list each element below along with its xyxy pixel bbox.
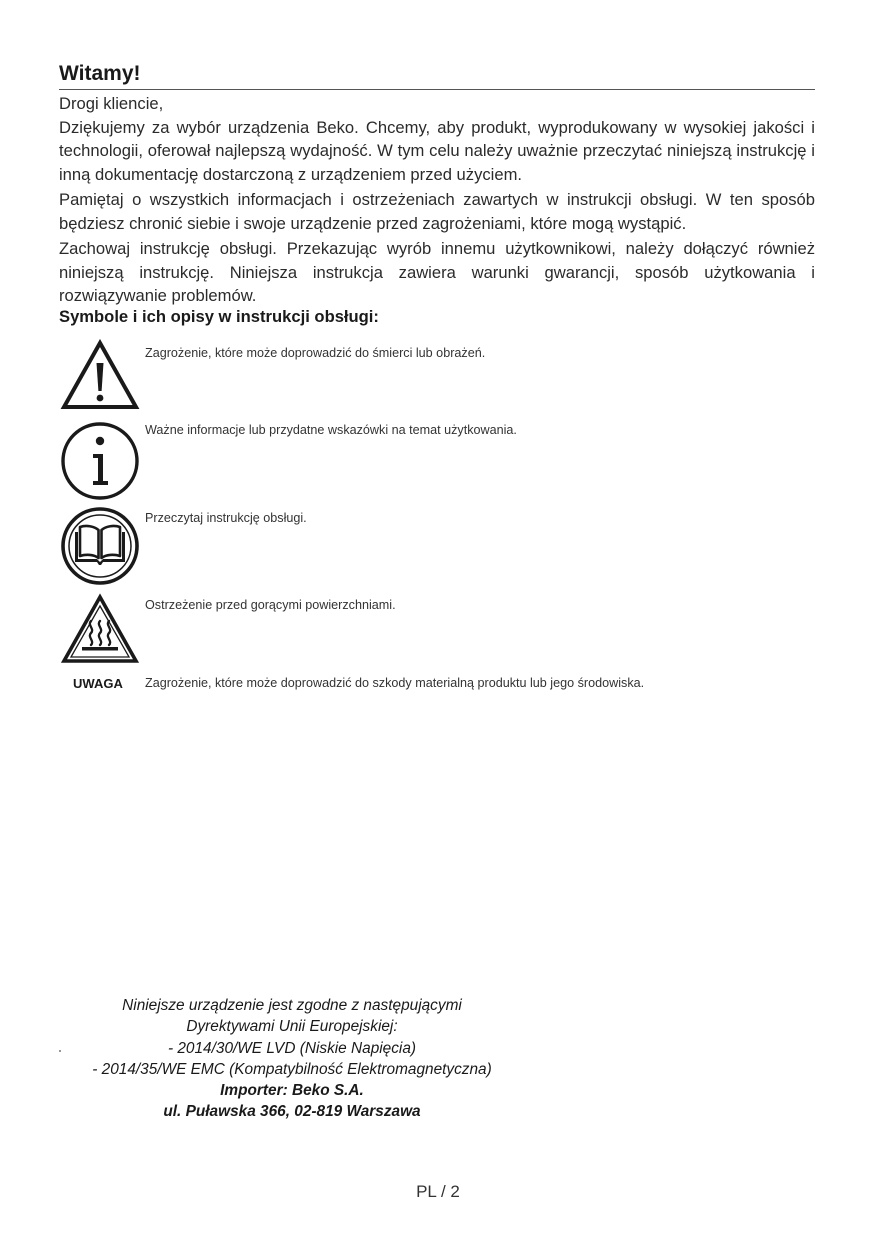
- hot-surface-icon: [58, 593, 142, 665]
- compliance-line: Niniejsze urządzenie jest zgodne z następującymi: [122, 997, 462, 1014]
- symbol-description: Zagrożenie, które może doprowadzić do szkody materialną produktu lub jego środowiska.: [145, 676, 645, 690]
- symbol-description: Przeczytaj instrukcję obsługi.: [145, 511, 307, 525]
- compliance-line: Dyrektywami Unii Europejskiej:: [186, 1018, 398, 1036]
- intro-paragraph: Dziękujemy za wybór urządzenia Beko. Chcemy, aby produkt, wyprodukowany w wysokiej jakości i technologii, oferował najlepszą wydajność. W tym celu należy uważnie przeczytać niniejszą instrukcję i inną dokumentację dostarczoną z urządzeniem przed użyciem.: [59, 117, 815, 184]
- greeting: Drogi kliencie,: [59, 94, 164, 113]
- caution-label: UWAGA: [73, 676, 123, 691]
- symbol-description: Ostrzeżenie przed gorącymi powierzchniami.: [145, 598, 396, 612]
- symbol-description: Zagrożenie, które może doprowadzić do śmierci lub obrażeń.: [145, 346, 486, 360]
- intro-text: [59, 92, 815, 308]
- book-icon: [58, 506, 142, 586]
- importer-address: ul. Puławska 366, 02-819 Warszawa: [163, 1103, 421, 1121]
- info-circle-icon: [58, 421, 142, 501]
- page-number: PL / 2: [416, 1182, 460, 1201]
- title-divider: [59, 89, 815, 90]
- warning-triangle-icon: [58, 339, 142, 411]
- importer-name: Importer: Beko S.A.: [220, 1082, 364, 1100]
- symbols-heading: Symbole i ich opisy w instrukcji obsługi:: [59, 307, 379, 326]
- compliance-line: - 2014/30/WE LVD (Niskie Napięcia): [167, 1039, 417, 1057]
- intro-paragraph: Zachowaj instrukcję obsługi. Przekazując wyrób innemu użytkownikowi, należy dołączyć również niniejszą instrukcję. Niniejsza instrukcja zawiera warunki gwarancji, sposób użytkowania i rozwiązywanie problemów.: [59, 239, 815, 305]
- symbol-description: Ważne informacje lub przydatne wskazówki na temat użytkowania.: [145, 423, 517, 437]
- compliance-line: - 2014/35/WE EMC (Kompatybilność Elektromagnetyczna): [92, 1060, 492, 1078]
- page-title: Witamy!: [59, 62, 141, 85]
- intro-paragraph: Pamiętaj o wszystkich informacjach i ostrzeżeniach zawartych w instrukcji obsługi. W ten sposób będziesz chronić siebie i swoje urządzenie przed zagrożeniami, które mogą wystąpić.: [59, 190, 815, 233]
- compliance-statement: [42, 995, 542, 1123]
